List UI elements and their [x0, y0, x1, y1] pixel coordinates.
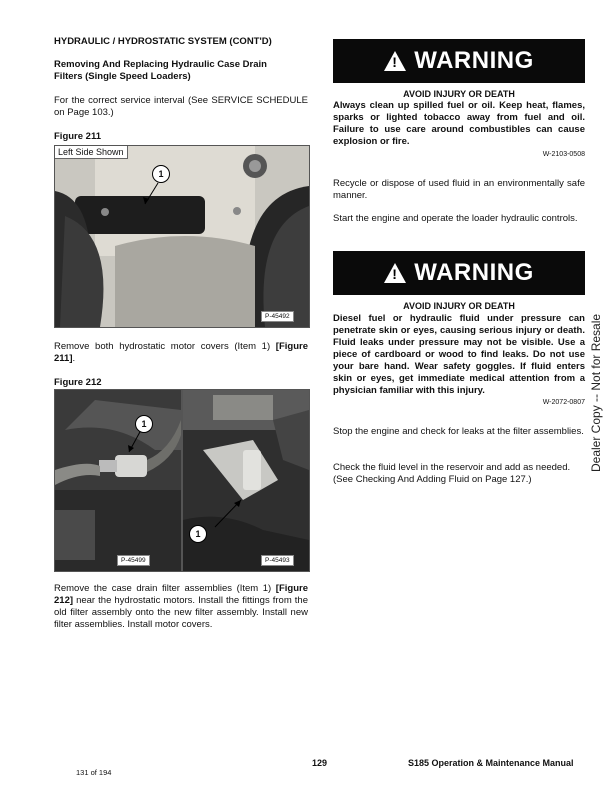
procedure-subtitle: Removing And Replacing Hydraulic Case Drain Filters (Single Speed Loaders)	[54, 59, 267, 82]
remove-covers-text: Remove both hydrostatic motor covers (Item 1)	[54, 341, 271, 352]
replace-filters-text-b: near the hydrostatic motors. Install the fittings from the old filter assembly onto the new filter assembly. Install new filter assemblies. Install motor covers.	[54, 595, 309, 630]
figure-212-photo-right	[182, 389, 310, 572]
figure-211-caption: Left Side Shown	[55, 146, 128, 159]
warning-word-2: WARNING	[414, 259, 534, 286]
figure-211-label: Figure 211	[54, 131, 101, 142]
figure-212-label: Figure 212	[54, 377, 102, 388]
pdf-page-counter: 131 of 194	[76, 768, 112, 777]
warning-triangle-icon: !	[384, 51, 406, 71]
filter-assembly-right-illustration	[183, 390, 309, 571]
dealer-copy-watermark: Dealer Copy -- Not for Resale	[589, 313, 603, 472]
figure-212-part-number-left: P-45499	[117, 555, 150, 566]
figure-211-photo	[54, 145, 310, 328]
warning-2-title: AVOID INJURY OR DEATH	[403, 301, 515, 311]
figure-211-reference: [Figure 211]	[54, 341, 308, 364]
warning-triangle-icon: !	[384, 263, 406, 283]
section-title: HYDRAULIC / HYDROSTATIC SYSTEM (CONT'D)	[54, 36, 272, 47]
remove-covers-end: .	[72, 353, 76, 364]
warning-1-code: W-2103-0508	[542, 151, 585, 158]
warning-word-1: WARNING	[414, 47, 534, 74]
warning-1-title: AVOID INJURY OR DEATH	[403, 89, 515, 99]
figure-211-callout: 1	[152, 165, 170, 183]
warning-banner-1	[333, 39, 585, 83]
start-engine-text: Start the engine and operate the loader hydraulic controls.	[333, 213, 578, 224]
manual-title: S185 Operation & Maintenance Manual	[408, 758, 574, 768]
warning-2-code: W-2072-0807	[542, 399, 585, 406]
figure-212-part-number-right: P-45493	[261, 555, 294, 566]
warning-2-body: Diesel fuel or hydraulic fluid under pressure can penetrate skin or eyes, causing serious injury or death. Fluid leaks under pressure may not be visible. Use a piece of cardboard or wood to find leaks. Do not use your bare hand. Wear safety goggles. If fluid enters skin or eyes, get immediate medical attention from a physician familiar with this injury.	[333, 313, 585, 396]
recycle-fluid-text: Recycle or dispose of used fluid in an environmentally safe manner.	[333, 178, 585, 201]
figure-212-photo-left	[54, 389, 182, 572]
filter-assembly-left-illustration	[55, 390, 181, 571]
figure-212-callout-right: 1	[189, 525, 207, 543]
figure-212-callout-left: 1	[135, 415, 153, 433]
replace-filters-text-a: Remove the case drain filter assemblies (Item 1)	[54, 583, 272, 594]
warning-banner-2	[333, 251, 585, 295]
motor-cover-illustration	[55, 146, 309, 327]
page-number: 129	[312, 758, 328, 768]
figure-211-part-number: P-45492	[261, 311, 294, 322]
service-interval-text: For the correct service interval (See SERVICE SCHEDULE on Page 103.)	[54, 95, 308, 118]
check-fluid-text: Check the fluid level in the reservoir and add as needed. (See Checking And Adding Fluid on Page 127.)	[333, 462, 571, 485]
figure-212-reference: [Figure 212]	[54, 583, 308, 606]
warning-1-body: Always clean up spilled fuel or oil. Keep heat, flames, sparks or lighted tobacco away from fuel and oil. Failure to use care around combustibles can cause explosion or fire.	[333, 100, 585, 147]
check-leaks-text: Stop the engine and check for leaks at the filter assemblies.	[333, 426, 584, 437]
replace-filters-step	[54, 583, 308, 631]
remove-covers-step	[54, 341, 308, 365]
